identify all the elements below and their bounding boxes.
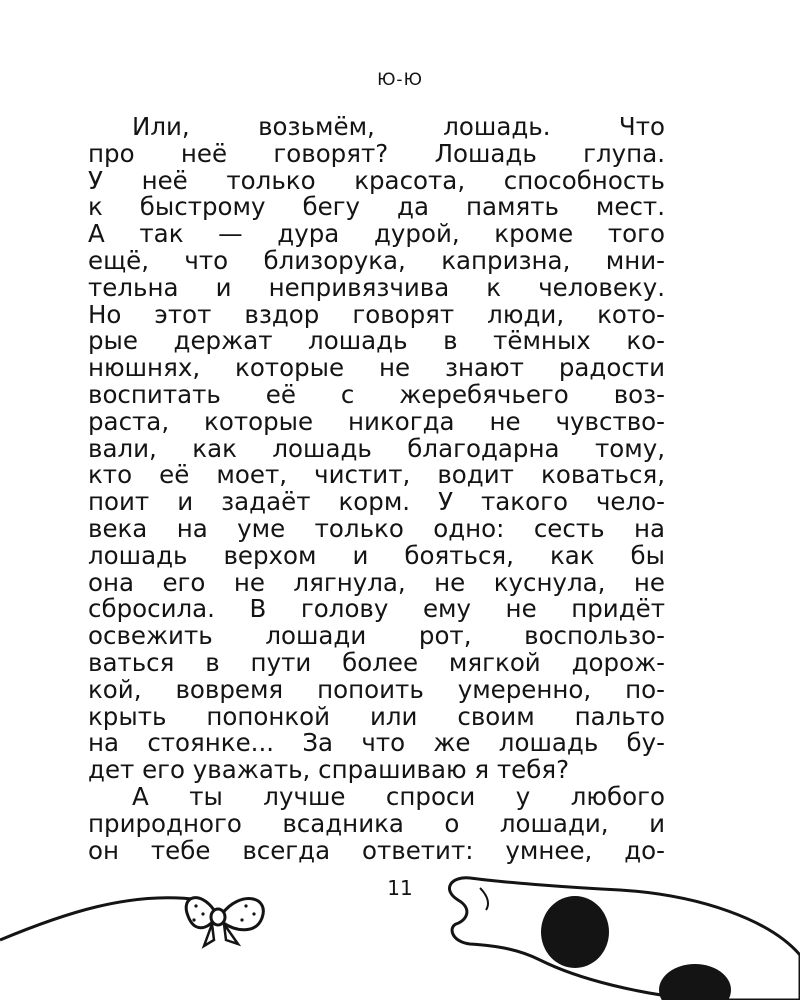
text-line: тельна и непривязчива к человеку.: [88, 272, 665, 302]
text-line: века на уме только одно: сесть на: [88, 513, 665, 543]
body-text: [88, 114, 665, 864]
text-line: он тебе всегда ответит: умнее, до-: [88, 835, 665, 865]
text-line: крыть попонкой или своим пальто: [88, 701, 665, 731]
text-line: рые держат лошадь в тёмных ко-: [88, 326, 665, 356]
text-line: ваться в пути более мягкой дорож-: [88, 647, 665, 677]
page-number: 11: [387, 876, 413, 900]
text-line: дет его уважать, спрашиваю я тебя?: [88, 755, 570, 785]
text-line: А так — дура дурой, кроме того: [88, 219, 665, 249]
text-line: Или, возьмём, лошадь. Что: [132, 112, 665, 141]
text-line: раста, которые никогда не чувство-: [88, 406, 665, 436]
text-line: она его не лягнула, не куснула, не: [88, 567, 665, 597]
text-line: кто её моет, чистит, водит коваться,: [88, 460, 665, 490]
text-line: природного всадника о лошади, и: [88, 808, 665, 838]
text-line: к быстрому бегу да память мест.: [88, 192, 665, 222]
text-line: про неё говорят? Лошадь глупа.: [88, 138, 665, 168]
text-line: Но этот вздор говорят люди, кото-: [88, 299, 665, 329]
text-line: сбросила. В голову ему не придёт: [88, 594, 665, 624]
text-line: кой, вовремя попоить умеренно, по-: [88, 674, 665, 704]
bow-icon: [0, 898, 263, 946]
text-line: воспитать её с жеребячьего воз-: [88, 379, 665, 409]
text-line: поит и задаёт корм. У такого чело-: [88, 487, 665, 517]
running-title: Ю-Ю: [377, 70, 423, 90]
dog-spot: [541, 896, 609, 968]
text-line: лошадь верхом и бояться, как бы: [88, 540, 665, 570]
text-line: освежить лошади рот, воспользо-: [88, 621, 665, 651]
text-line: нюшнях, которые не знают радости: [88, 353, 665, 383]
text-line: на стоянке... За что же лошадь бу-: [88, 728, 665, 758]
text-line: ещё, что близорука, капризна, мни-: [88, 245, 665, 275]
text-line: вали, как лошадь благодарна тому,: [88, 433, 665, 463]
text-line: А ты лучше спроси у любого: [132, 781, 665, 811]
text-line: У неё только красота, способность: [88, 165, 665, 195]
